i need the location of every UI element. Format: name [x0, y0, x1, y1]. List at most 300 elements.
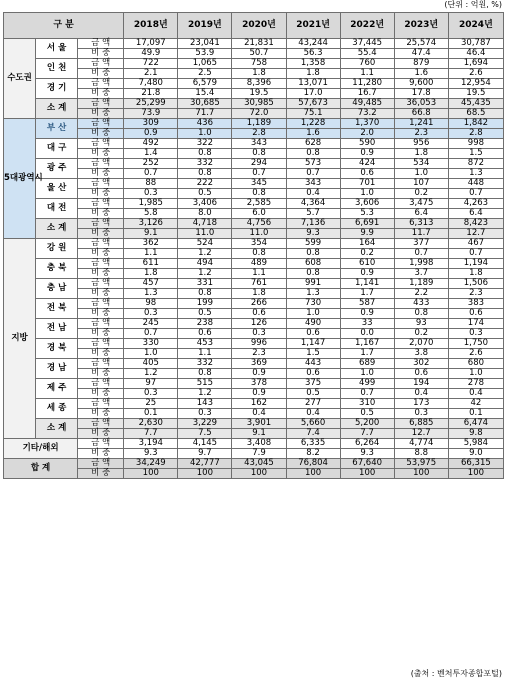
share-cell: 0.8: [178, 169, 232, 179]
amount-cell: 57,673: [286, 99, 340, 109]
share-label: 비 중: [78, 349, 124, 359]
amount-cell: 331: [178, 279, 232, 289]
share-cell: 73.2: [340, 109, 394, 119]
amount-cell: 30,685: [178, 99, 232, 109]
amount-cell: 1,506: [448, 279, 503, 289]
amount-cell: 3,408: [232, 439, 286, 449]
amount-cell: 97: [124, 379, 178, 389]
share-label: 비 중: [78, 209, 124, 219]
share-cell: 1.6: [286, 129, 340, 139]
region-group-label: 지방: [4, 239, 36, 439]
amount-label: 금 액: [78, 39, 124, 49]
share-cell: 0.3: [394, 409, 448, 419]
amount-cell: 3,229: [178, 419, 232, 429]
share-cell: 6.0: [232, 209, 286, 219]
share-cell: 17.8: [394, 89, 448, 99]
amount-cell: 879: [394, 59, 448, 69]
amount-label: 금 액: [78, 219, 124, 229]
amount-label: 금 액: [78, 99, 124, 109]
amount-cell: 330: [124, 339, 178, 349]
table-row-share: [4, 349, 504, 359]
amount-cell: 66,315: [448, 459, 503, 469]
amount-cell: 628: [286, 139, 340, 149]
share-label: 비 중: [78, 149, 124, 159]
region-name: 울 산: [36, 179, 78, 199]
unit-note: (단위 : 억원, %): [444, 0, 502, 9]
share-cell: 12.7: [448, 229, 503, 239]
amount-label: 금 액: [78, 139, 124, 149]
amount-cell: 23,041: [178, 39, 232, 49]
table-row-amount: [4, 279, 504, 289]
header-category: 구 분: [4, 13, 124, 39]
share-cell: 1.0: [286, 309, 340, 319]
share-cell: 55.4: [340, 49, 394, 59]
amount-cell: 332: [178, 359, 232, 369]
amount-cell: 49,485: [340, 99, 394, 109]
amount-cell: 587: [340, 299, 394, 309]
table-row-amount: [4, 159, 504, 169]
amount-cell: 25: [124, 399, 178, 409]
share-cell: 2.3: [232, 349, 286, 359]
share-cell: 0.9: [232, 389, 286, 399]
share-cell: 0.6: [448, 309, 503, 319]
share-cell: 0.8: [232, 189, 286, 199]
amount-cell: 1,370: [340, 119, 394, 129]
amount-cell: 67,640: [340, 459, 394, 469]
share-cell: 0.6: [286, 369, 340, 379]
table-row-share: [4, 169, 504, 179]
header-year: 2022년: [340, 13, 394, 39]
share-cell: 0.4: [286, 189, 340, 199]
amount-cell: 611: [124, 259, 178, 269]
amount-label: 금 액: [78, 299, 124, 309]
header-year: 2024년: [448, 13, 503, 39]
share-cell: 0.9: [232, 369, 286, 379]
share-cell: 100: [340, 469, 394, 479]
region-name: 제 주: [36, 379, 78, 399]
amount-cell: 302: [394, 359, 448, 369]
share-cell: 1.8: [232, 69, 286, 79]
table-row-share: [4, 209, 504, 219]
amount-label: 금 액: [78, 439, 124, 449]
share-cell: 8.0: [178, 209, 232, 219]
share-cell: 1.8: [232, 289, 286, 299]
amount-cell: 345: [232, 179, 286, 189]
share-cell: 1.0: [340, 189, 394, 199]
share-cell: 0.7: [124, 169, 178, 179]
amount-label: 금 액: [78, 419, 124, 429]
amount-cell: 43,244: [286, 39, 340, 49]
amount-cell: 1,694: [448, 59, 503, 69]
share-cell: 19.5: [232, 89, 286, 99]
amount-cell: 107: [394, 179, 448, 189]
share-cell: 1.2: [178, 249, 232, 259]
region-name: 경 북: [36, 339, 78, 359]
share-cell: 1.1: [232, 269, 286, 279]
region-group-label: 수도권: [4, 39, 36, 119]
share-cell: 1.5: [448, 149, 503, 159]
region-group-label: 5대광역시: [4, 119, 36, 239]
amount-cell: 608: [286, 259, 340, 269]
share-cell: 9.1: [124, 229, 178, 239]
share-cell: 5.3: [340, 209, 394, 219]
share-cell: 100: [178, 469, 232, 479]
table-row-share: [4, 109, 504, 119]
amount-cell: 278: [448, 379, 503, 389]
share-cell: 0.3: [448, 329, 503, 339]
share-label: 비 중: [78, 269, 124, 279]
amount-cell: 7,136: [286, 219, 340, 229]
grand-total-label: 합 계: [4, 459, 78, 479]
share-cell: 0.8: [232, 249, 286, 259]
table-row-share: [4, 129, 504, 139]
share-cell: 0.2: [394, 329, 448, 339]
share-cell: 11.0: [178, 229, 232, 239]
share-cell: 0.3: [178, 409, 232, 419]
amount-cell: 610: [340, 259, 394, 269]
amount-cell: 758: [232, 59, 286, 69]
share-label: 비 중: [78, 69, 124, 79]
region-name: 전 남: [36, 319, 78, 339]
amount-cell: 377: [394, 239, 448, 249]
share-cell: 2.6: [448, 69, 503, 79]
amount-cell: 991: [286, 279, 340, 289]
amount-cell: 3,606: [340, 199, 394, 209]
amount-cell: 332: [178, 159, 232, 169]
amount-cell: 294: [232, 159, 286, 169]
share-label: 비 중: [78, 289, 124, 299]
table-row-share: [4, 189, 504, 199]
share-cell: 1.1: [124, 249, 178, 259]
share-label: 비 중: [78, 169, 124, 179]
region-name: 대 구: [36, 139, 78, 159]
amount-label: 금 액: [78, 239, 124, 249]
amount-cell: 1,194: [448, 259, 503, 269]
share-cell: 0.8: [286, 249, 340, 259]
amount-cell: 310: [340, 399, 394, 409]
amount-cell: 5,660: [286, 419, 340, 429]
amount-cell: 443: [286, 359, 340, 369]
amount-label: 금 액: [78, 279, 124, 289]
table-row-amount: [4, 399, 504, 409]
share-label: 비 중: [78, 449, 124, 459]
share-cell: 71.7: [178, 109, 232, 119]
table-row-amount: [4, 319, 504, 329]
region-name: 대 전: [36, 199, 78, 219]
amount-cell: 1,065: [178, 59, 232, 69]
share-cell: 0.8: [178, 369, 232, 379]
amount-cell: 6,691: [340, 219, 394, 229]
subtotal-label: 소 계: [36, 419, 78, 439]
amount-cell: 3,126: [124, 219, 178, 229]
share-cell: 9.7: [178, 449, 232, 459]
share-cell: 9.1: [232, 429, 286, 439]
share-cell: 0.7: [394, 249, 448, 259]
share-cell: 2.1: [124, 69, 178, 79]
amount-cell: 4,364: [286, 199, 340, 209]
share-cell: 1.5: [286, 349, 340, 359]
share-label: 비 중: [78, 189, 124, 199]
amount-cell: 457: [124, 279, 178, 289]
share-cell: 53.9: [178, 49, 232, 59]
amount-cell: 369: [232, 359, 286, 369]
table-row-share: [4, 49, 504, 59]
share-cell: 11.7: [394, 229, 448, 239]
share-cell: 0.7: [448, 189, 503, 199]
amount-cell: 6,264: [340, 439, 394, 449]
amount-cell: 494: [178, 259, 232, 269]
table-row-share: [4, 229, 504, 239]
amount-cell: 433: [394, 299, 448, 309]
amount-cell: 1,842: [448, 119, 503, 129]
share-cell: 8.2: [286, 449, 340, 459]
share-cell: 0.7: [448, 249, 503, 259]
share-cell: 16.7: [340, 89, 394, 99]
share-cell: 100: [232, 469, 286, 479]
share-cell: 1.0: [340, 369, 394, 379]
amount-cell: 1,141: [340, 279, 394, 289]
amount-cell: 1,189: [394, 279, 448, 289]
table-row-share: [4, 389, 504, 399]
share-cell: 2.8: [448, 129, 503, 139]
share-cell: 0.5: [178, 309, 232, 319]
amount-cell: 45,435: [448, 99, 503, 109]
amount-cell: 453: [178, 339, 232, 349]
share-cell: 2.5: [178, 69, 232, 79]
amount-cell: 722: [124, 59, 178, 69]
investment-by-region-table: [3, 12, 504, 479]
table-row-amount: [4, 219, 504, 229]
share-cell: 9.3: [340, 449, 394, 459]
amount-cell: 322: [178, 139, 232, 149]
table-row-share: [4, 149, 504, 159]
share-cell: 0.6: [286, 329, 340, 339]
header-year: 2021년: [286, 13, 340, 39]
table-row-share: [4, 409, 504, 419]
share-cell: 15.4: [178, 89, 232, 99]
share-cell: 1.6: [394, 69, 448, 79]
share-cell: 0.7: [340, 389, 394, 399]
table-row-amount: [4, 119, 504, 129]
amount-label: 금 액: [78, 459, 124, 469]
share-cell: 9.3: [286, 229, 340, 239]
amount-cell: 245: [124, 319, 178, 329]
amount-label: 금 액: [78, 379, 124, 389]
amount-cell: 252: [124, 159, 178, 169]
share-cell: 100: [448, 469, 503, 479]
share-cell: 0.7: [124, 329, 178, 339]
amount-cell: 3,901: [232, 419, 286, 429]
amount-cell: 436: [178, 119, 232, 129]
share-label: 비 중: [78, 329, 124, 339]
region-name: 광 주: [36, 159, 78, 179]
amount-cell: 1,147: [286, 339, 340, 349]
share-label: 비 중: [78, 89, 124, 99]
share-label: 비 중: [78, 389, 124, 399]
share-cell: 100: [286, 469, 340, 479]
amount-cell: 6,474: [448, 419, 503, 429]
share-cell: 0.9: [124, 129, 178, 139]
share-cell: 6.4: [448, 209, 503, 219]
amount-cell: 98: [124, 299, 178, 309]
table-row-amount: [4, 259, 504, 269]
share-cell: 75.1: [286, 109, 340, 119]
share-cell: 0.3: [232, 329, 286, 339]
amount-cell: 2,630: [124, 419, 178, 429]
share-cell: 1.1: [340, 69, 394, 79]
table-row-amount: [4, 419, 504, 429]
amount-cell: 266: [232, 299, 286, 309]
share-cell: 0.3: [124, 189, 178, 199]
amount-cell: 761: [232, 279, 286, 289]
table-row-amount: [4, 179, 504, 189]
share-label: 비 중: [78, 369, 124, 379]
share-cell: 66.8: [394, 109, 448, 119]
share-label: 비 중: [78, 109, 124, 119]
table-row-amount: [4, 139, 504, 149]
share-cell: 0.3: [124, 309, 178, 319]
share-cell: 0.8: [286, 149, 340, 159]
share-cell: 0.6: [232, 309, 286, 319]
share-cell: 6.4: [394, 209, 448, 219]
region-name: 세 종: [36, 399, 78, 419]
region-name: 서 울: [36, 39, 78, 59]
amount-cell: 2,070: [394, 339, 448, 349]
amount-cell: 6,313: [394, 219, 448, 229]
subtotal-label: 소 계: [36, 99, 78, 119]
amount-cell: 143: [178, 399, 232, 409]
amount-cell: 489: [232, 259, 286, 269]
share-cell: 1.8: [448, 269, 503, 279]
share-cell: 2.6: [448, 349, 503, 359]
share-cell: 1.0: [394, 169, 448, 179]
share-cell: 50.7: [232, 49, 286, 59]
share-cell: 11.0: [232, 229, 286, 239]
share-cell: 46.4: [448, 49, 503, 59]
share-cell: 0.8: [178, 289, 232, 299]
share-cell: 0.9: [340, 149, 394, 159]
table-row-share: [4, 329, 504, 339]
amount-label: 금 액: [78, 359, 124, 369]
share-cell: 19.5: [448, 89, 503, 99]
share-cell: 3.7: [394, 269, 448, 279]
share-cell: 1.0: [124, 349, 178, 359]
share-cell: 2.2: [394, 289, 448, 299]
amount-cell: 30,787: [448, 39, 503, 49]
header-year: 2023년: [394, 13, 448, 39]
amount-cell: 53,975: [394, 459, 448, 469]
amount-cell: 1,241: [394, 119, 448, 129]
table-row-amount: [4, 239, 504, 249]
table-row-share: [4, 429, 504, 439]
share-cell: 21.8: [124, 89, 178, 99]
region-name: 부 산: [36, 119, 78, 139]
share-cell: 8.8: [394, 449, 448, 459]
amount-label: 금 액: [78, 119, 124, 129]
share-label: 비 중: [78, 309, 124, 319]
amount-cell: 309: [124, 119, 178, 129]
amount-cell: 6,579: [178, 79, 232, 89]
amount-cell: 424: [340, 159, 394, 169]
amount-cell: 164: [340, 239, 394, 249]
share-cell: 100: [394, 469, 448, 479]
share-cell: 1.7: [340, 289, 394, 299]
region-name: 전 북: [36, 299, 78, 319]
share-cell: 1.7: [340, 349, 394, 359]
share-cell: 1.4: [124, 149, 178, 159]
amount-cell: 730: [286, 299, 340, 309]
share-cell: 3.8: [394, 349, 448, 359]
amount-cell: 34,249: [124, 459, 178, 469]
share-cell: 0.7: [232, 169, 286, 179]
region-name: 충 남: [36, 279, 78, 299]
amount-cell: 405: [124, 359, 178, 369]
amount-cell: 3,475: [394, 199, 448, 209]
amount-cell: 277: [286, 399, 340, 409]
amount-cell: 5,200: [340, 419, 394, 429]
amount-cell: 515: [178, 379, 232, 389]
amount-cell: 13,071: [286, 79, 340, 89]
amount-label: 금 액: [78, 399, 124, 409]
amount-cell: 30,985: [232, 99, 286, 109]
amount-cell: 573: [286, 159, 340, 169]
amount-cell: 378: [232, 379, 286, 389]
share-cell: 0.4: [448, 389, 503, 399]
subtotal-label: 소 계: [36, 219, 78, 239]
table-row-share: [4, 369, 504, 379]
share-label: 비 중: [78, 129, 124, 139]
share-cell: 1.0: [448, 369, 503, 379]
share-cell: 1.3: [286, 289, 340, 299]
share-cell: 2.3: [448, 289, 503, 299]
table-row-amount: [4, 359, 504, 369]
amount-cell: 42: [448, 399, 503, 409]
share-cell: 1.8: [124, 269, 178, 279]
amount-cell: 173: [394, 399, 448, 409]
share-cell: 0.8: [394, 309, 448, 319]
amount-cell: 9,600: [394, 79, 448, 89]
amount-cell: 599: [286, 239, 340, 249]
share-cell: 2.8: [232, 129, 286, 139]
share-cell: 5.8: [124, 209, 178, 219]
amount-cell: 689: [340, 359, 394, 369]
amount-label: 금 액: [78, 79, 124, 89]
amount-cell: 12,954: [448, 79, 503, 89]
amount-cell: 701: [340, 179, 394, 189]
share-cell: 0.9: [340, 309, 394, 319]
amount-cell: 343: [286, 179, 340, 189]
amount-cell: 3,194: [124, 439, 178, 449]
amount-cell: 4,718: [178, 219, 232, 229]
table-row-amount: [4, 439, 504, 449]
amount-cell: 88: [124, 179, 178, 189]
share-cell: 5.7: [286, 209, 340, 219]
amount-label: 금 액: [78, 199, 124, 209]
share-cell: 68.5: [448, 109, 503, 119]
amount-cell: 1,998: [394, 259, 448, 269]
amount-cell: 872: [448, 159, 503, 169]
share-cell: 12.7: [394, 429, 448, 439]
amount-label: 금 액: [78, 59, 124, 69]
share-cell: 9.8: [448, 429, 503, 439]
amount-cell: 36,053: [394, 99, 448, 109]
amount-cell: 467: [448, 239, 503, 249]
share-cell: 0.0: [340, 329, 394, 339]
amount-cell: 3,406: [178, 199, 232, 209]
share-cell: 0.6: [340, 169, 394, 179]
amount-cell: 5,984: [448, 439, 503, 449]
amount-cell: 448: [448, 179, 503, 189]
